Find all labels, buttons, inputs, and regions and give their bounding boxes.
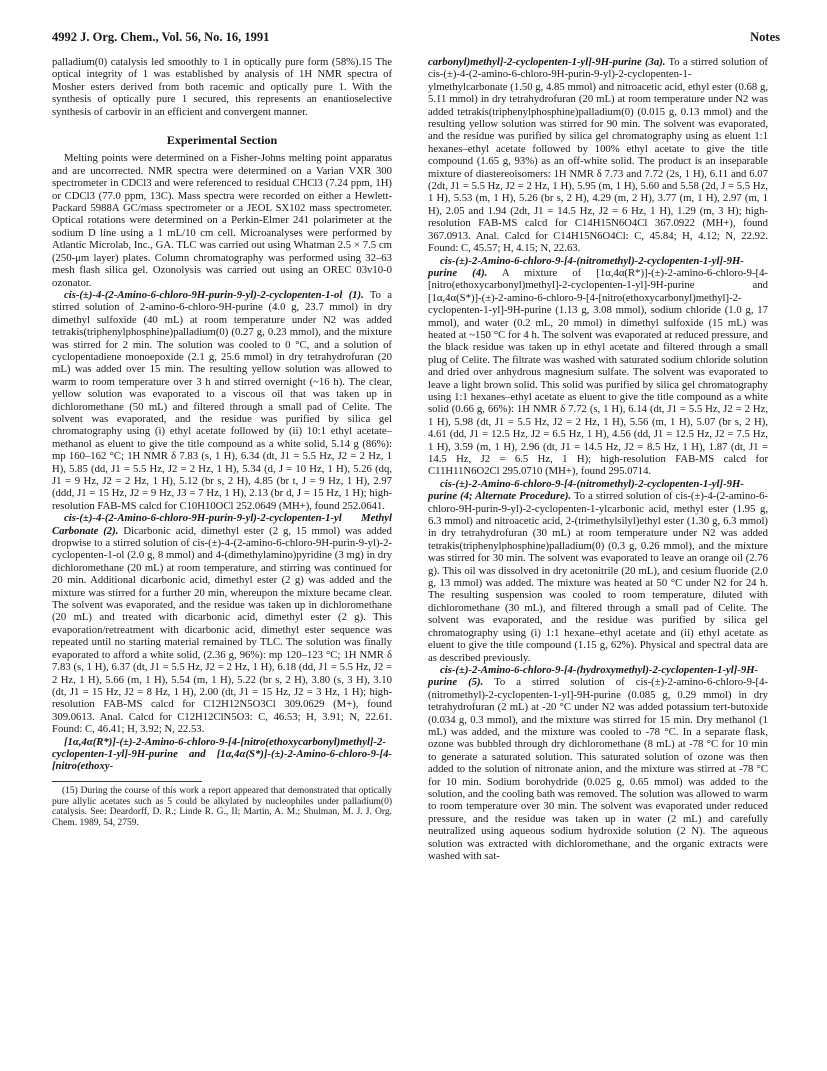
compound-5-title: cis-(±)-2-Amino-6-chloro-9-[4-(hydroxymethyl)-2-cyclopenten-1-yl]-9H-purine (5). [428,663,759,689]
intro-paragraph: palladium(0) catalysis led smoothly to 1 in optically pure form (58%).15 The optical integrity of 1 was established by analysis of 1H NMR spectra of Mosher esters derived from both racemic and optically pure 1. With the synthesis of optically pure 1 secured, this represents an enantioselective synthesis of carbovir in an efficient and convergent manner. [52,56,392,118]
compound-3-paragraph [428,56,768,255]
compound-2-title: cis-(±)-4-(2-Amino-6-chloro-9H-purin-9-yl)-2-cyclopenten-1-yl Methyl Carbonate (2). [52,512,392,537]
section-label: Notes [750,30,780,44]
compound-3-title: [1α,4α(R*)]-(±)-2-Amino-6-chloro-9-[4-[nitro(ethoxycarbonyl)methyl]-2-cyclopenten-1-yl]-9H-purine and [1α,4α(S*)]-(±)-2-Amino-6-chloro-9-[4-[nitro(ethoxy- [52,735,392,773]
compound-3-title-start [52,736,392,773]
compound-2-paragraph [52,512,392,735]
compound-4-alt-title: cis-(±)-2-Amino-6-chloro-9-[4-(nitromethyl)-2-cyclopenten-1-yl]-9H-purine (4; Alternate Procedure). [428,477,744,503]
compound-3-title-cont: carbonyl)methyl]-2-cyclopenten-1-yl]-9H-purine (3a). [428,56,666,68]
compound-1-title: cis-(±)-4-(2-Amino-6-chloro-9H-purin-9-yl)-2-cyclopenten-1-ol (1). [64,288,364,301]
compound-5-body: To a stirred solution of cis-(±)-2-amino-6-chloro-9-[4-(nitromethyl)-2-cyclopenten-1-yl]-9H-purine (0.085 g, 0.29 mmol) in dry tetrahydrofuran (2 mL) at -20 °C under N2 was added potassium tert-butoxide (0.034 g, 0.3 mmol), and the mixture was stirred for 15 min. Dry methanol (1 mL) was added, and the mixture was cooled to -78 °C. In a separate flask, ozone was bubbled through dry dichloromethane (8 mL) at -78 °C for 10 min to generate a saturated solution. This saturated solution of ozone was then added to the solution of nitronate anion, and the mixture was stirred at -78 °C for 10 min. Sodium borohydride (0.025 g, 0.65 mmol) was added to the solution, and the cooling bath was removed. The solution was allowed to warm to room temperature over 30 min. The solvent was evaporated under reduced pressure, and the residue was taken up in water (2 mL) and carefully neutralized using aqueous sodium hydroxide solution (2 N). The aqueous solution was extracted with dichloromethane, and the organic extracts were washed with sat- [428,676,768,862]
methods-paragraph: Melting points were determined on a Fisher-Johns melting point apparatus and are uncorrected. NMR spectra were determined on a Varian VXR 300 spectrometer in CDCl3 and were referenced to residual CHCl3 (7.24 ppm, 1H) or CDCl3 (77.0 ppm, 13C). Mass spectra were recorded on either a Hewlett-Packard 5988A GC/mass spectrometer or a JEOL SX102 mass spectrometer. Optical rotations were determined on a Perkin-Elmer 241 polarimeter at the sodium D line using a 1 mL/10 cm cell. Microanalyses were performed by Atlantic Microlab, Inc., GA. TLC was carried out using Whatman 2.5 × 7.5 cm (250-μm layer) plates. Column chromatography was performed using 32–63 mesh flash silica gel. Ozonolysis was carried out using an OREC 03v10-0 ozonator. [52,152,392,289]
footnote-15: (15) During the course of this work a report appeared that demonstrated that optically pure allylic acetates such as 5 could be alkylated by nucleophiles under palladium(0) catalysis. See: Deardorff, D. R.; Linde R. G., II; Martin, A. M.; Shulman, M. J. J. Org. Chem. 1989, 54, 2759. [52,785,392,829]
compound-1-paragraph [52,289,392,512]
compound-4-paragraph [428,255,768,478]
compound-3-body: To a stirred solution of cis-(±)-4-(2-amino-6-chloro-9H-purin-9-yl)-2-cyclopenten-1-ylmethylcarbonate (1.50 g, 4.85 mmol) and nitroacetic acid, ethyl ester (0.68 g, 5.11 mmol) in dry tetrahydrofuran (20 mL) at room temperature under N2 was added tetrakis(triphenylphosphine)palladium(0) (0.015 g, 0.13 mmol) and the resulting yellow solution was stirred for 90 min. The solvent was evaporated, and the residue was purified by silica gel chromatography using as eluent 1:1 hexanes–ethyl acetate followed by 100% ethyl acetate to give the title compound (1.65 g, 93%) as an off-white solid. The product is an inseparable mixture of diastereoisomers: 1H NMR δ 7.73 and 7.72 (2s, 1 H), 6.11 and 6.07 (2dt, J1 = 5.5 Hz, J2 = 2 Hz, 1 H), 5.95 (m, 1 H), 5.60 and 5.58 (2d, J = 5.5 Hz, 1 H), 5.53 (m, 1 H), 5.26 (br s, 2 H), 4.29 (m, 2 H), 3.77 (m, 1 H), 2.97 (m, 1 H), 2.05 and 1.94 (2dt, J1 = 14.5 Hz, J2 = 6 Hz, 1 H), 1.29 (m, 3 H); high-resolution FAB-MS calcd for C14H15N6O4Cl 367.0922 (MH+), found 367.0913. Anal. Calcd for C14H15N6O4Cl: C, 45.84; H, 4.12; N, 22.92. Found: C, 45.57; H, 4.15; N, 22.63. [428,56,768,255]
page-header [52,30,780,48]
compound-5-paragraph [428,664,768,863]
footnote-divider [52,781,202,782]
compound-4-alt-body: To a stirred solution of cis-(±)-4-(2-amino-6-chloro-9H-purin-9-yl)-2-cyclopenten-1-ylcarbonic acid, methyl ester (1.95 g, 6.3 mmol) and nitroacetic acid, 2-(trimethylsilyl)ethyl ester (1.30 g, 6.3 mmol) in dry tetrahydrofuran (30 mL) at room temperature under N2 was added tetrakis(triphenylphosphine)palladium(0) (0.3 g, 0.26 mmol), and the mixture was stirred for 30 min. The solvent was evaporated to leave an orange oil (2.76 g). This oil was dissolved in dry acetonitrile (20 mL), and cesium fluoride (2.0 g, 13 mmol) was added. The mixture was heated at 50 °C under N2 for 24 h. The resulting suspension was cooled to room temperature, diluted with dichloromethane (30 mL), and filtered through a small pad of Celite. The solvent was evaporated, and the residue was purified by silica gel chromatography using (i) 1:1 hexane–ethyl acetate and (ii) ethyl acetate as eluent to give the title compound (1.15 g, 62%). Physical and spectral data are as described previously. [428,490,769,664]
compound-4-alt-paragraph [428,478,768,664]
section-heading: Experimental Section [166,133,278,148]
left-column [52,56,392,829]
compound-4-title: cis-(±)-2-Amino-6-chloro-9-[4-(nitromethyl)-2-cyclopenten-1-yl]-9H-purine (4). [428,254,744,279]
journal-citation: 4992 J. Org. Chem., Vol. 56, No. 16, 1991 [52,30,270,44]
right-column [428,56,768,862]
compound-4-body: A mixture of [1α,4α(R*)]-(±)-2-amino-6-chloro-9-[4-[nitro(ethoxycarbonyl)methyl]-2-cyclopenten-1-yl]-9H-purine and [1α,4α(S*)]-(±)-2-amino-6-chloro-9-[4-[nitro(ethoxycarbonyl)methyl]-2-cyclopenten-1-yl]-9H-purine (1.13 g, 3.08 mmol), sodium chloride (1.0 g, 17 mmol), and water (0.2 mL, 20 mmol) in dimethyl sulfoxide (15 mL) was heated at ~150 °C for 4 h. The solvent was evaporated at reduced pressure, and the black residue was taken up in ethyl acetate and filtered through a small plug of Celite. The filtrate was washed with saturated sodium chloride solution and dried over anhydrous magnesium sulfate. The solvent was evaporated to leave a light brown solid. This solid was purified by silica gel chromatography using 1:1 hexanes–ethyl acetate as eluent to give the title compound as a white solid (0.66 g, 66%): 1H NMR δ 7.72 (s, 1 H), 6.14 (dt, J1 = 5.5 Hz, J2 = 2 Hz, 1 H), 5.98 (dt, J1 = 5.5 Hz, J2 = 2 Hz, 1 H), 5.56 (m, 1 H), 5.07 (br s, 2 H), 4.61 (dd, J1 = 12.5 Hz, J2 = 6.5 Hz, 1 H), 4.56 (dd, J1 = 12.5 Hz, J2 = 7.5 Hz, 1 H), 3.59 (m, 1 H), 2.96 (dt, J1 = 14.5 Hz, J2 = 8.5 Hz, 1 H), 1.87 (dt, J1 = 14.5 Hz, J2 = 6.5 Hz, 1 H); high-resolution FAB-MS calcd for C11H11N6O2Cl 295.0710 (MH+), found 295.0714. [428,266,768,478]
compound-1-body: To a stirred solution of 2-amino-6-chloro-9H-purine (4.0 g, 23.7 mmol) in dry dimethyl sulfoxide (40 mL) at room temperature under N2 was added tetrakis(triphenylphosphine)palladium(0) (0.27 g, 0.23 mmol), and the mixture was stirred for 2 min. The solution was cooled to 0 °C, and a solution of cyclopentadiene monoepoxide (2.1 g, 25.6 mmol) in dry tetrahydrofuran (20 mL) was added over 15 min. The resulting yellow solution was allowed to warm to room temperature over 3 h and stirred overnight (~16 h). The clear, yellow solution was evaporated to a viscous oil that was taken up in dichloromethane (50 mL) and filtered through a small pad of Celite. The solvent was evaporated, and the residue was purified by silica gel chromatography using (i) ethyl acetate followed by (ii) 10:1 ethyl acetate–methanol as eluent to give the title compound as a white solid, 5.14 g (86%): mp 160–162 °C; 1H NMR δ 7.83 (s, 1 H), 6.34 (dt, J1 = 5.5 Hz, J2 = 2 Hz, 1 H), 5.85 (dd, J1 = 5.5 Hz, J2 = 2 Hz, 1 H), 5.34 (d, J = 10 Hz, 1 H), 5.26 (dq, J1 = 9 Hz, J2 = 2 Hz, 1 H), 5.12 (br s, 2 H), 4.85 (br t, J = 9 Hz, 1 H), 2.97 (ddd, J1 = 15 Hz, J2 = 9 Hz, J3 = 7 Hz, 1 H), 2.13 (br d, J = 15 Hz, 1 H); high-resolution FAB-MS calcd for C10H10OCl 252.0649 (MH+), found 252.0641. [52,288,392,512]
compound-2-body: Dicarbonic acid, dimethyl ester (2 g, 15 mmol) was added dropwise to a stirred solution of cis-(±)-4-(2-amino-6-chloro-9H-purin-9-yl)-2-cyclopenten-1-ol (2.0 g, 8 mmol) and 4-(dimethylamino)pyridine (3 mg) in dry dichloromethane (20 mL) at room temperature, and stirring was continued for 20 min. Additional dicarbonic acid, dimethyl ester (2 g) was added and the mixture was stirred for a further 20 min, whereupon the mixture became clear. The solvent was evaporated, and the residue was taken up in dichloromethane (20 mL) and treated with dicarbonic acid, dimethyl ester (2 g). This evaporation/retreatment with dicarbonic acid, dimethyl ester sequence was repeated until no starting material remained by TLC. The solution was finally evaporated to afford a white solid, (2.36 g, 96%): mp 120–123 °C; 1H NMR δ 7.83 (s, 1 H), 6.37 (dt, J1 = 5.5 Hz, J2 = 2 Hz, 1 H), 6.18 (dd, J1 = 5.5 Hz, J2 = 2 Hz, 1 H), 5.66 (m, 1 H), 5.54 (m, 1 H), 5.22 (br s, 2 H), 3.80 (s, 3 H), 3.10 (dt, J1 = 15 Hz, J2 = 8 Hz, 1 H), 2.00 (dt, J1 = 15 Hz, J2 = 3 Hz, 1 H); high-resolution FAB-MS calcd for C12H12N5O3Cl 309.0629 (M+), found 309.0613. Anal. Calcd for C12H12ClN5O3: C, 46.53; H, 3.91; N, 22.61. Found: C, 46.41; H, 3.92; N, 22.53. [52,524,393,736]
